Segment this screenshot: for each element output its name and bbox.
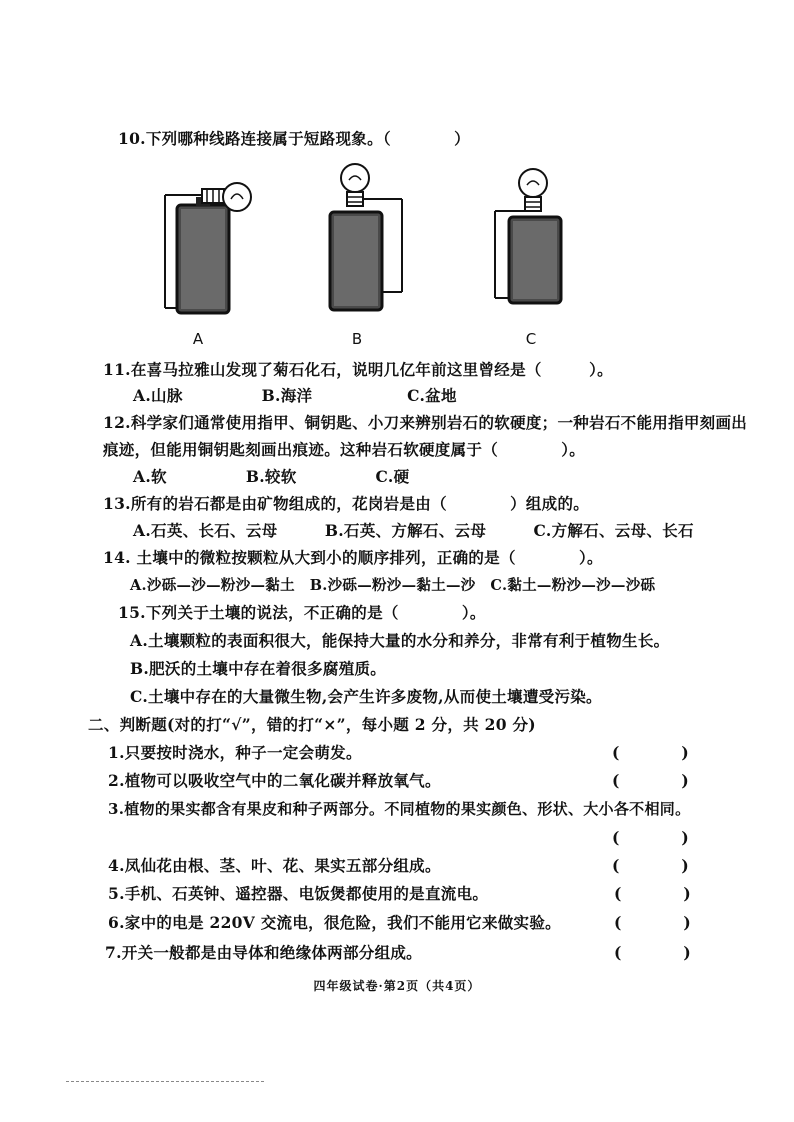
question-11-stem: 11.在喜马拉雅山发现了菊石化石，说明几亿年前这里曾经是（ ）。	[103, 360, 613, 379]
answer-bracket-6[interactable]: ( )	[614, 913, 691, 932]
question-15-stem: 15.下列关于土壤的说法，不正确的是（ ）。	[118, 603, 486, 622]
circuit-label-c: C	[525, 330, 537, 348]
answer-bracket-4[interactable]: ( )	[612, 856, 689, 875]
page-footer: 四年级试卷·第2页（共4页）	[313, 979, 481, 993]
answer-bracket-1[interactable]: ( )	[612, 743, 689, 762]
question-12-options: A.软 B.较软 C.硬	[133, 467, 410, 486]
battery-bulb-circuit-icon	[487, 163, 587, 328]
answer-bracket-3[interactable]: ( )	[612, 828, 689, 847]
question-13-stem: 13.所有的岩石都是由矿物组成的，花岗岩是由（ ）组成的。	[103, 494, 590, 513]
question-12-stem-line1: 12.科学家们通常使用指甲、铜钥匙、小刀来辨别岩石的软硬度；一种岩石不能用指甲刻画出	[103, 413, 748, 432]
question-14-stem: 14. 土壤中的微粒按颗粒从大到小的顺序排列，正确的是（ ）。	[103, 548, 603, 567]
circuit-label-a: A	[192, 330, 204, 348]
question-14-options: A.沙砾—沙—粉沙—黏土 B.沙砾—粉沙—黏土—沙 C.黏土—粉沙—沙—沙砾	[130, 577, 656, 594]
question-10-stem: 10.下列哪种线路连接属于短路现象。（ ）	[118, 129, 470, 148]
battery-bulb-circuit-icon	[155, 175, 265, 325]
question-12-stem-line2: 痕迹，但能用铜钥匙刻画出痕迹。这种岩石软硬度属于（ ）。	[103, 440, 586, 459]
question-15-option-c: C.土壤中存在的大量微生物,会产生许多废物,从而使土壤遭受污染。	[130, 687, 602, 706]
judgement-item-2: 2.植物可以吸收空气中的二氧化碳并释放氧气。	[108, 771, 441, 790]
judgement-item-5: 5.手机、石英钟、遥控器、电饭煲都使用的是直流电。	[108, 884, 489, 903]
judgement-item-1: 1.只要按时浇水，种子一定会萌发。	[108, 743, 362, 762]
section-2-heading: 二、判断题(对的打“√”，错的打“×”，每小题 2 分，共 20 分)	[88, 715, 536, 734]
answer-bracket-5[interactable]: ( )	[614, 884, 691, 903]
circuit-label-b: B	[351, 330, 363, 348]
bottom-divider	[66, 1081, 264, 1082]
judgement-item-3: 3.植物的果实都含有果皮和种子两部分。不同植物的果实颜色、形状、大小各不相同。	[108, 800, 691, 818]
battery-bulb-circuit-icon	[318, 160, 418, 325]
judgement-item-6: 6.家中的电是 220V 交流电，很危险，我们不能用它来做实验。	[108, 913, 561, 932]
question-13-options: A.石英、长石、云母 B.石英、方解石、云母 C.方解石、云母、长石	[133, 521, 694, 540]
question-11-options: A.山脉 B.海洋 C.盆地	[133, 386, 457, 405]
answer-bracket-7[interactable]: ( )	[614, 943, 691, 962]
question-15-option-a: A.土壤颗粒的表面积很大，能保持大量的水分和养分，非常有利于植物生长。	[130, 631, 670, 650]
judgement-item-7: 7.开关一般都是由导体和绝缘体两部分组成。	[105, 943, 422, 962]
answer-bracket-2[interactable]: ( )	[612, 771, 689, 790]
judgement-item-4: 4.凤仙花由根、茎、叶、花、果实五部分组成。	[108, 856, 441, 875]
question-15-option-b: B.肥沃的土壤中存在着很多腐殖质。	[130, 659, 387, 678]
